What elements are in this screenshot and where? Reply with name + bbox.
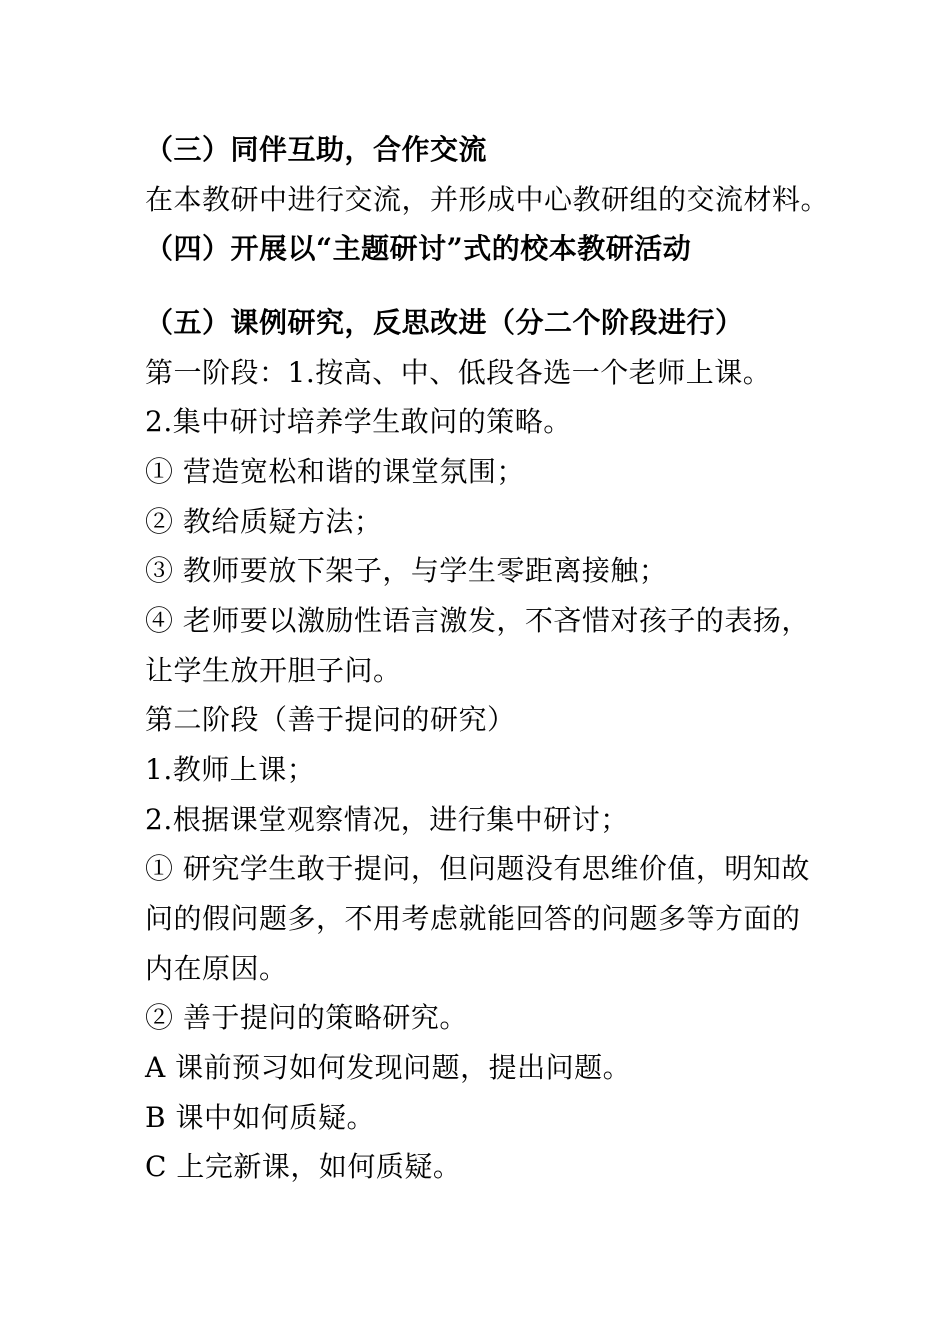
section-heading-3: （三）同伴互助，合作交流 [145,133,488,166]
list-item: ② 善于提问的策略研究。 [145,1001,468,1034]
list-item: C 上完新课，如何质疑。 [145,1150,462,1183]
paragraph-line: 内在原因。 [145,952,288,985]
list-item: ② 教给质疑方法； [145,505,383,538]
list-item: ③ 教师要放下架子，与学生零距离接触； [145,554,668,587]
paragraph-line: 问的假问题多，不用考虑就能回答的问题多等方面的 [145,902,801,935]
section-heading-4: （四）开展以“主题研讨”式的校本教研活动 [145,232,692,265]
list-item: ④ 老师要以激励性语言激发，不吝惜对孩子的表扬， [145,604,810,637]
paragraph-line: 第二阶段（善于提问的研究） [145,703,516,736]
paragraph-line: 让学生放开胆子问。 [145,654,402,687]
list-item: ① 研究学生敢于提问，但问题没有思维价值，明知故 [145,852,810,885]
list-item: ① 营造宽松和谐的课堂氛围； [145,455,525,488]
paragraph-line: 2.根据课堂观察情况，进行集中研讨； [145,803,629,836]
paragraph-line: 在本教研中进行交流，并形成中心教研组的交流材料。 [145,183,830,216]
paragraph-line: 第一阶段：1.按高、中、低段各选一个老师上课。 [145,356,772,389]
list-item: B 课中如何质疑。 [145,1101,375,1134]
list-item: A 课前预习如何发现问题，提出问题。 [145,1051,632,1084]
section-heading-5: （五）课例研究，反思改进（分二个阶段进行） [145,306,744,339]
paragraph-line: 2.集中研讨培养学生敢问的策略。 [145,405,572,438]
paragraph-line: 1.教师上课； [145,753,316,786]
